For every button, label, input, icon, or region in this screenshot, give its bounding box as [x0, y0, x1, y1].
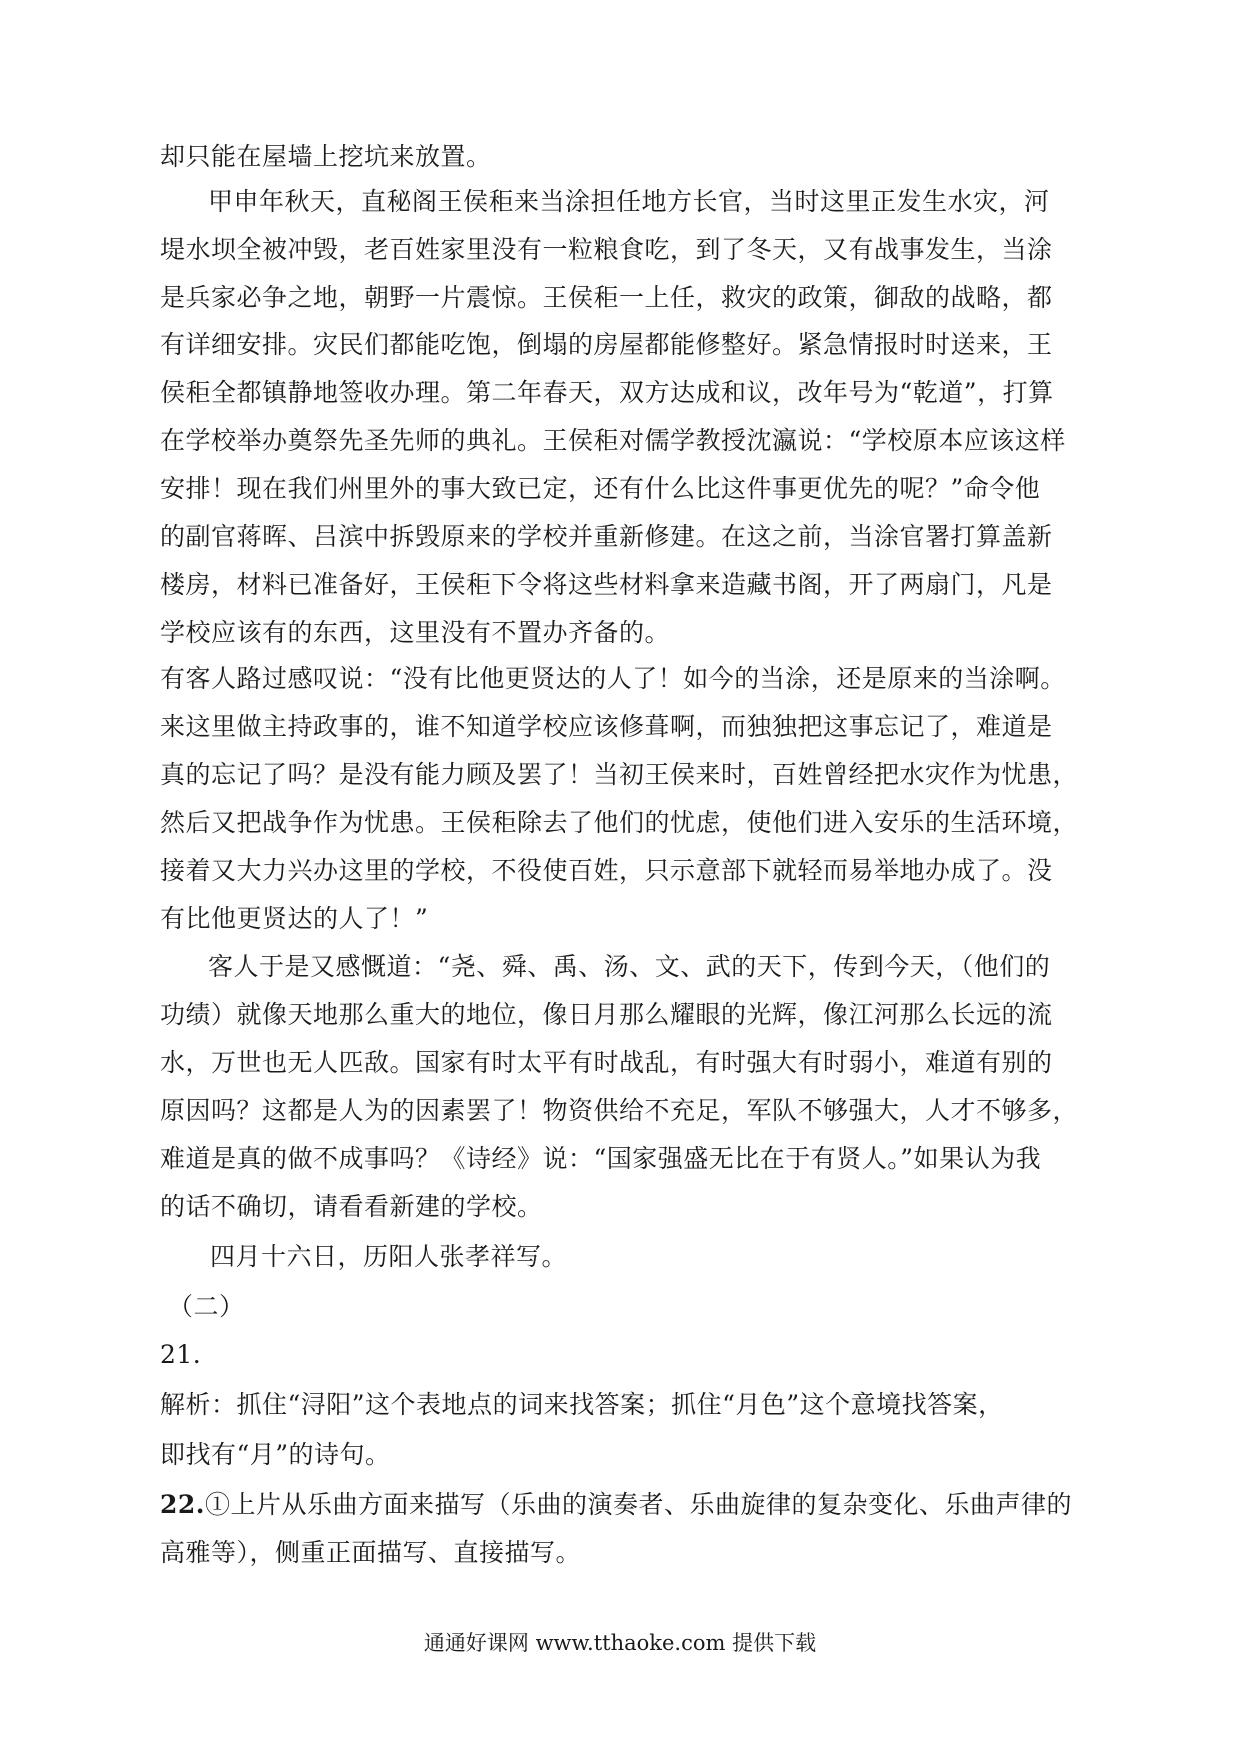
page-footer: 通通好课网 www.tthaoke.com 提供下载: [423, 1631, 817, 1655]
text-line: 原因吗？这都是人为的因素罢了！物资供给不充足，军队不够强大，人才不够多，: [160, 1096, 1079, 1125]
section-heading: （二）: [168, 1292, 245, 1321]
text-line: 侯秬全都镇静地签收办理。第二年春天，双方达成和议，改年号为“乾道”，打算: [160, 378, 1054, 407]
text-line: 在学校举办奠祭先圣先师的典礼。王侯秬对儒学教授沈瀛说：“学校原本应该这样: [160, 426, 1066, 455]
text-line: 然后又把战争作为忧患。王侯秬除去了他们的忧虑，使他们进入安乐的生活环境，: [160, 808, 1079, 837]
text-line: 却只能在屋墙上挖坑来放置。: [160, 142, 492, 171]
text-line: 来这里做主持政事的，谁不知道学校应该修葺啊，而独独把这事忘记了，难道是: [160, 712, 1053, 741]
text-line: 有详细安排。灾民们都能吃饱，倒塌的房屋都能修整好。紧急情报时时送来，王: [160, 330, 1053, 359]
text-line: 学校应该有的东西，这里没有不置办齐备的。: [160, 618, 671, 647]
text-line: 真的忘记了吗？是没有能力顾及罢了！当初王侯来时，百姓曾经把水灾作为忧患，: [160, 760, 1079, 789]
answer-line: 高雅等），侧重正面描写、直接描写。: [160, 1538, 582, 1567]
text-line: 水，万世也无人匹敌。国家有时太平有时战乱，有时强大有时弱小，难道有别的: [160, 1048, 1053, 1077]
text-line: 功绩）就像天地那么重大的地位，像日月那么耀眼的光辉，像江河那么长远的流: [160, 1000, 1053, 1029]
text-line: 的话不确切，请看看新建的学校。: [160, 1192, 543, 1221]
analysis-line: 即找有“月”的诗句。: [160, 1440, 391, 1469]
answer-line: [160, 1490, 1072, 1520]
text-line: 难道是真的做不成事吗？《诗经》说：“国家强盛无比在于有贤人。”如果认为我: [160, 1144, 1042, 1173]
text-line: 堤水坝全被冲毁，老百姓家里没有一粒粮食吃，到了冬天，又有战事发生，当涂: [160, 235, 1053, 264]
answer-text: ①上片从乐曲方面来描写（乐曲的演奏者、乐曲旋律的复杂变化、乐曲声律的: [205, 1490, 1073, 1519]
text-line: 有比他更贤达的人了！”: [160, 904, 429, 933]
text-line: 客人于是又感慨道：“尧、舜、禹、汤、文、武的天下，传到今天，（他们的: [208, 952, 1051, 981]
text-line: 的副官蒋晖、吕滨中拆毁原来的学校并重新修建。在这之前，当涂官署打算盖新: [160, 522, 1053, 551]
question-22-number: 22.: [160, 1490, 205, 1519]
text-line: 甲申年秋天，直秘阁王侯秬来当涂担任地方长官，当时这里正发生水灾，河: [208, 187, 1050, 216]
text-line: 有客人路过感叹说：“没有比他更贤达的人了！如今的当涂，还是原来的当涂啊。: [160, 664, 1066, 693]
text-line: 接着又大力兴办这里的学校，不役使百姓，只示意部下就轻而易举地办成了。没: [160, 856, 1053, 885]
question-number: 21.: [160, 1340, 202, 1369]
text-line: 是兵家必争之地，朝野一片震惊。王侯秬一上任，救灾的政策，御敌的战略，都: [160, 283, 1053, 312]
analysis-line: 解析：抓住“浔阳”这个表地点的词来找答案；抓住“月色”这个意境找答案，: [160, 1390, 1004, 1419]
text-line: 楼房，材料已准备好，王侯秬下令将这些材料拿来造藏书阁，开了两扇门，凡是: [160, 570, 1053, 599]
signature-line: 四月十六日，历阳人张孝祥写。: [210, 1242, 568, 1271]
text-line: 安排！现在我们州里外的事大致已定，还有什么比这件事更优先的呢？”命令他: [160, 474, 1041, 503]
